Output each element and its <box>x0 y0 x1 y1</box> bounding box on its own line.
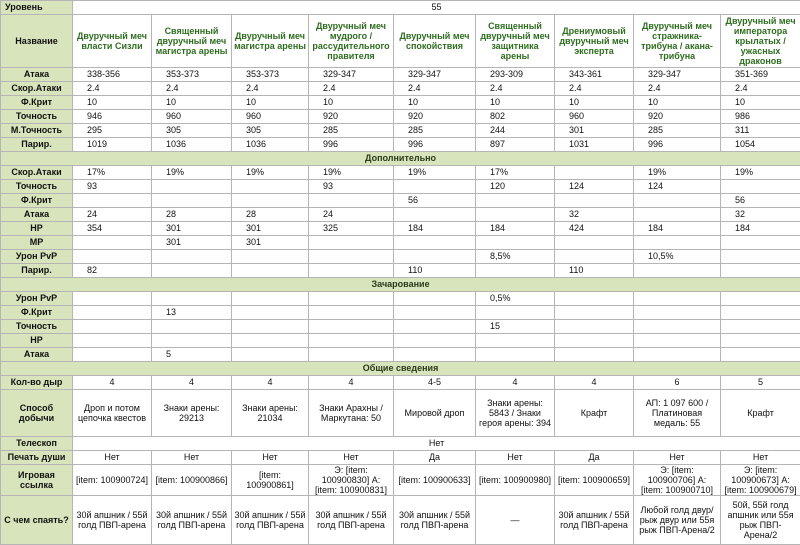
slots-row <box>1 376 800 390</box>
stat-cell <box>309 250 394 264</box>
info-cell: 30й апшник / 55й голд ПВП-арена <box>73 496 152 545</box>
info-cell: [item: 100900633] <box>394 465 476 496</box>
stat-cell <box>73 236 152 250</box>
weapon-name: Священный двуручный меч магистра арены <box>152 15 232 68</box>
stat-cell: 293-309 <box>476 68 555 82</box>
info-cell: 4 <box>476 376 555 390</box>
info-cell: Нет <box>476 451 555 465</box>
weapon-name: Двуручный меч мудрого / рассудительного правителя <box>309 15 394 68</box>
stat-cell: 93 <box>309 180 394 194</box>
stat-cell: 124 <box>555 180 634 194</box>
info-cell: 50й, 55й голд апшник или 55я рыж ПВП-Арена/2 <box>721 496 800 545</box>
row-label: М.Точность <box>1 124 73 138</box>
stat-cell <box>721 306 800 320</box>
stat-cell <box>232 348 309 362</box>
stat-cell <box>721 320 800 334</box>
stat-cell: 24 <box>73 208 152 222</box>
row-label: Игровая ссылка <box>1 465 73 496</box>
stat-cell: 1019 <box>73 138 152 152</box>
stat-cell <box>721 334 800 348</box>
section-title: Зачарование <box>1 278 800 292</box>
info-cell: 30й апшник / 55й голд ПВП-арена <box>394 496 476 545</box>
info-cell: Нет <box>152 451 232 465</box>
stat-cell <box>73 306 152 320</box>
stat-cell <box>73 320 152 334</box>
info-cell: — <box>476 496 555 545</box>
stat-cell <box>232 334 309 348</box>
stat-cell <box>232 320 309 334</box>
stat-cell: 325 <box>309 222 394 236</box>
stat-cell: 1036 <box>152 138 232 152</box>
stat-cell: 329-347 <box>394 68 476 82</box>
stat-cell: 28 <box>152 208 232 222</box>
stat-cell <box>73 250 152 264</box>
row-label: Парир. <box>1 264 73 278</box>
stat-cell: 920 <box>394 110 476 124</box>
stat-cell: 897 <box>476 138 555 152</box>
stat-cell: 56 <box>394 194 476 208</box>
stat-cell: 301 <box>232 222 309 236</box>
stat-cell: 996 <box>309 138 394 152</box>
stat-cell <box>721 264 800 278</box>
info-cell: [item: 100900866] <box>152 465 232 496</box>
info-cell: АП: 1 097 600 / Платиновая медаль: 55 <box>634 390 721 437</box>
info-cell: 30й апшник / 55й голд ПВП-арена <box>232 496 309 545</box>
stat-cell: 996 <box>394 138 476 152</box>
stat-cell: 120 <box>476 180 555 194</box>
info-cell: Нет <box>232 451 309 465</box>
stat-cell: 24 <box>309 208 394 222</box>
weapon-name: Двуручный меч спокойствия <box>394 15 476 68</box>
stat-cell: 28 <box>232 208 309 222</box>
stat-cell: 305 <box>152 124 232 138</box>
stat-cell: 184 <box>394 222 476 236</box>
info-cell: 4 <box>555 376 634 390</box>
stat-cell: 0,5% <box>476 292 555 306</box>
enchant-section-header <box>1 278 800 292</box>
merge-row <box>1 496 800 545</box>
info-cell: 4 <box>152 376 232 390</box>
stat-cell: 19% <box>634 166 721 180</box>
stat-cell <box>309 306 394 320</box>
stat-cell: 17% <box>73 166 152 180</box>
weapon-name: Двуручный меч власти Сизли <box>73 15 152 68</box>
telescope-value: Нет <box>73 437 800 451</box>
weapon-name: Дрениумовый двуручный меч эксперта <box>555 15 634 68</box>
extra-stat-row <box>1 222 800 236</box>
stat-cell: 82 <box>73 264 152 278</box>
stat-cell <box>555 194 634 208</box>
stat-cell <box>152 250 232 264</box>
extra-stat-row <box>1 166 800 180</box>
stat-cell <box>476 236 555 250</box>
stat-cell: 17% <box>476 166 555 180</box>
row-label: Атака <box>1 348 73 362</box>
stat-cell: 184 <box>634 222 721 236</box>
level-row <box>1 1 800 15</box>
stat-cell: 10 <box>232 96 309 110</box>
info-cell: Нет <box>721 451 800 465</box>
stat-cell <box>309 194 394 208</box>
row-label: Урон PvP <box>1 292 73 306</box>
stat-cell: 802 <box>476 110 555 124</box>
stat-cell <box>634 334 721 348</box>
stat-cell <box>721 348 800 362</box>
stat-cell: 10 <box>152 96 232 110</box>
stat-cell: 1031 <box>555 138 634 152</box>
stat-cell <box>476 208 555 222</box>
info-cell: Нет <box>309 451 394 465</box>
stat-cell: 32 <box>721 208 800 222</box>
row-label: HP <box>1 222 73 236</box>
info-cell: 4 <box>73 376 152 390</box>
extra-stat-row <box>1 264 800 278</box>
info-cell: [item: 100900724] <box>73 465 152 496</box>
info-cell: Любой голд двур/рыж двур или 55я рыж ПВП-Арена/2 <box>634 496 721 545</box>
row-label: Телескоп <box>1 437 73 451</box>
stat-cell <box>634 236 721 250</box>
stat-cell <box>394 208 476 222</box>
stat-cell: 110 <box>394 264 476 278</box>
base-stat-row <box>1 82 800 96</box>
info-cell: 30й апшник / 55й голд ПВП-арена <box>152 496 232 545</box>
stat-cell <box>476 264 555 278</box>
stat-cell: 285 <box>309 124 394 138</box>
row-label: Точность <box>1 180 73 194</box>
link-row <box>1 465 800 496</box>
stat-cell: 2.4 <box>73 82 152 96</box>
stat-cell <box>721 292 800 306</box>
stat-cell <box>394 180 476 194</box>
stat-cell: 301 <box>152 236 232 250</box>
stat-cell: 10 <box>555 96 634 110</box>
stat-cell: 285 <box>634 124 721 138</box>
stat-cell <box>394 292 476 306</box>
stat-cell <box>555 250 634 264</box>
stat-cell: 960 <box>152 110 232 124</box>
stat-cell: 10 <box>394 96 476 110</box>
base-stat-row <box>1 124 800 138</box>
stat-cell <box>73 194 152 208</box>
stat-cell: 353-373 <box>232 68 309 82</box>
info-cell: Э: [item: 100900673] А: [item: 100900679] <box>721 465 800 496</box>
base-stat-row <box>1 138 800 152</box>
stat-cell <box>634 194 721 208</box>
info-cell: 4 <box>309 376 394 390</box>
stat-cell: 920 <box>634 110 721 124</box>
stat-cell: 13 <box>152 306 232 320</box>
stat-cell: 329-347 <box>634 68 721 82</box>
extra-stat-row <box>1 208 800 222</box>
info-cell: Дроп и потом цепочка квестов <box>73 390 152 437</box>
stat-cell: 329-347 <box>309 68 394 82</box>
stat-cell: 10 <box>309 96 394 110</box>
stat-cell: 920 <box>309 110 394 124</box>
stat-cell: 184 <box>721 222 800 236</box>
stat-cell <box>394 236 476 250</box>
stat-cell <box>721 180 800 194</box>
weapon-name: Двуручный меч стражника-трибуна / акана-трибуна <box>634 15 721 68</box>
row-label: Атака <box>1 68 73 82</box>
stat-cell <box>152 320 232 334</box>
stat-cell: 996 <box>634 138 721 152</box>
info-cell: Крафт <box>555 390 634 437</box>
info-cell: Да <box>394 451 476 465</box>
stat-cell: 960 <box>232 110 309 124</box>
enchant-stat-row <box>1 320 800 334</box>
row-label: Способ добычи <box>1 390 73 437</box>
stat-cell <box>394 250 476 264</box>
stat-cell <box>232 194 309 208</box>
stat-cell <box>721 236 800 250</box>
stat-cell: 301 <box>152 222 232 236</box>
row-label: Ф.Крит <box>1 96 73 110</box>
weapon-name: Двуручный меч магистра арены <box>232 15 309 68</box>
stat-cell: 351-369 <box>721 68 800 82</box>
name-label: Название <box>1 15 73 68</box>
stat-cell: 301 <box>232 236 309 250</box>
stat-cell: 19% <box>309 166 394 180</box>
stat-cell: 424 <box>555 222 634 236</box>
stat-cell: 2.4 <box>309 82 394 96</box>
stat-cell: 2.4 <box>555 82 634 96</box>
stat-cell: 285 <box>394 124 476 138</box>
enchant-stat-row <box>1 334 800 348</box>
stat-cell: 1036 <box>232 138 309 152</box>
stat-cell <box>152 334 232 348</box>
info-cell: [item: 100900861] <box>232 465 309 496</box>
info-cell: Знаки арены: 21034 <box>232 390 309 437</box>
row-label: Скор.Атаки <box>1 166 73 180</box>
stat-cell <box>476 194 555 208</box>
level-label: Уровень <box>1 1 73 15</box>
stat-cell: 15 <box>476 320 555 334</box>
stat-cell <box>555 306 634 320</box>
stat-cell <box>152 180 232 194</box>
info-cell: 30й апшник / 55й голд ПВП-арена <box>555 496 634 545</box>
stat-cell <box>555 292 634 306</box>
row-label: Урон PvP <box>1 250 73 264</box>
enchant-stat-row <box>1 348 800 362</box>
weapon-name: Священный двуручный меч защитника арены <box>476 15 555 68</box>
stat-cell <box>152 194 232 208</box>
stat-cell <box>634 208 721 222</box>
stat-cell <box>555 348 634 362</box>
row-label: Точность <box>1 320 73 334</box>
row-label: Ф.Крит <box>1 306 73 320</box>
stat-cell <box>634 292 721 306</box>
info-cell: [item: 100900980] <box>476 465 555 496</box>
row-label: Атака <box>1 208 73 222</box>
stat-cell: 10 <box>721 96 800 110</box>
stat-cell: 10 <box>73 96 152 110</box>
stat-cell: 56 <box>721 194 800 208</box>
stat-cell <box>309 292 394 306</box>
row-label: HP <box>1 334 73 348</box>
stat-cell <box>394 334 476 348</box>
stat-cell <box>309 320 394 334</box>
stat-cell <box>73 292 152 306</box>
stat-cell: 10 <box>634 96 721 110</box>
stat-cell: 301 <box>555 124 634 138</box>
stat-cell <box>555 334 634 348</box>
info-cell: Э: [item: 100900830] А: [item: 100900831] <box>309 465 394 496</box>
enchant-stat-row <box>1 292 800 306</box>
stat-cell: 2.4 <box>476 82 555 96</box>
stat-cell: 124 <box>634 180 721 194</box>
stat-cell: 960 <box>555 110 634 124</box>
stat-cell <box>634 320 721 334</box>
stat-cell <box>555 236 634 250</box>
name-row <box>1 15 800 68</box>
info-cell: Мировой дроп <box>394 390 476 437</box>
info-cell: Знаки Арахны / Маркутана: 50 <box>309 390 394 437</box>
stat-cell <box>232 180 309 194</box>
stat-cell: 353-373 <box>152 68 232 82</box>
stat-cell: 2.4 <box>634 82 721 96</box>
stat-cell: 986 <box>721 110 800 124</box>
stat-cell: 1054 <box>721 138 800 152</box>
stat-cell: 305 <box>232 124 309 138</box>
stat-cell <box>309 264 394 278</box>
row-label: Точность <box>1 110 73 124</box>
stat-cell: 93 <box>73 180 152 194</box>
row-label: С чем спаять? <box>1 496 73 545</box>
stat-cell <box>232 292 309 306</box>
stat-cell: 110 <box>555 264 634 278</box>
stat-cell <box>634 264 721 278</box>
stat-cell <box>394 306 476 320</box>
stat-cell: 354 <box>73 222 152 236</box>
stat-cell: 5 <box>152 348 232 362</box>
section-title: Дополнительно <box>1 152 800 166</box>
stat-cell <box>634 348 721 362</box>
stat-cell: 946 <box>73 110 152 124</box>
stat-cell: 184 <box>476 222 555 236</box>
stat-cell: 295 <box>73 124 152 138</box>
level-value: 55 <box>73 1 800 15</box>
stat-cell <box>73 348 152 362</box>
stat-cell: 2.4 <box>232 82 309 96</box>
info-cell: 4 <box>232 376 309 390</box>
extra-stat-row <box>1 250 800 264</box>
row-label: Скор.Атаки <box>1 82 73 96</box>
info-cell: 6 <box>634 376 721 390</box>
stat-cell <box>309 348 394 362</box>
extra-stat-row <box>1 194 800 208</box>
stat-cell: 19% <box>232 166 309 180</box>
info-cell: Нет <box>73 451 152 465</box>
row-label: Кол-во дыр <box>1 376 73 390</box>
telescope-row <box>1 437 800 451</box>
row-label: Ф.Крит <box>1 194 73 208</box>
stat-cell <box>152 264 232 278</box>
stat-cell: 2.4 <box>394 82 476 96</box>
stat-cell: 338-356 <box>73 68 152 82</box>
info-cell: 30й апшник / 55й голд ПВП-арена <box>309 496 394 545</box>
row-label: MP <box>1 236 73 250</box>
stat-cell: 8,5% <box>476 250 555 264</box>
stat-cell <box>309 334 394 348</box>
stat-cell: 32 <box>555 208 634 222</box>
stat-cell: 19% <box>152 166 232 180</box>
stat-cell: 244 <box>476 124 555 138</box>
stat-cell <box>232 250 309 264</box>
obtain-row <box>1 390 800 437</box>
stat-cell <box>555 166 634 180</box>
stat-cell <box>232 264 309 278</box>
stat-cell <box>152 292 232 306</box>
extra-section-header <box>1 152 800 166</box>
info-cell: Э: [item: 100900706] А: [item: 100900710] <box>634 465 721 496</box>
info-cell: Знаки арены: 5843 / Знаки героя арены: 394 <box>476 390 555 437</box>
stat-cell: 2.4 <box>152 82 232 96</box>
stat-cell: 19% <box>721 166 800 180</box>
stat-cell <box>634 306 721 320</box>
base-stat-row <box>1 68 800 82</box>
stat-cell: 19% <box>394 166 476 180</box>
info-cell: 5 <box>721 376 800 390</box>
soulprint-row <box>1 451 800 465</box>
stat-cell <box>476 348 555 362</box>
row-label: Печать души <box>1 451 73 465</box>
base-stat-row <box>1 96 800 110</box>
weapon-name: Двуручный меч императора крылатых / ужасных драконов <box>721 15 800 68</box>
section-title: Общие сведения <box>1 362 800 376</box>
stat-cell <box>476 306 555 320</box>
stat-cell <box>721 250 800 264</box>
stat-cell: 10 <box>476 96 555 110</box>
info-cell: Да <box>555 451 634 465</box>
info-cell: Знаки арены: 29213 <box>152 390 232 437</box>
stat-cell <box>73 334 152 348</box>
info-cell: 4-5 <box>394 376 476 390</box>
stat-cell: 311 <box>721 124 800 138</box>
info-cell: [item: 100900659] <box>555 465 634 496</box>
base-stat-row <box>1 110 800 124</box>
stat-cell: 2.4 <box>721 82 800 96</box>
general-section-header <box>1 362 800 376</box>
extra-stat-row <box>1 236 800 250</box>
extra-stat-row <box>1 180 800 194</box>
stat-cell <box>394 348 476 362</box>
stat-cell <box>555 320 634 334</box>
enchant-stat-row <box>1 306 800 320</box>
stat-cell: 343-361 <box>555 68 634 82</box>
stat-cell: 10,5% <box>634 250 721 264</box>
stat-cell <box>476 334 555 348</box>
row-label: Парир. <box>1 138 73 152</box>
stat-cell <box>394 320 476 334</box>
stat-cell <box>232 306 309 320</box>
stat-cell <box>309 236 394 250</box>
info-cell: Крафт <box>721 390 800 437</box>
info-cell: Нет <box>634 451 721 465</box>
